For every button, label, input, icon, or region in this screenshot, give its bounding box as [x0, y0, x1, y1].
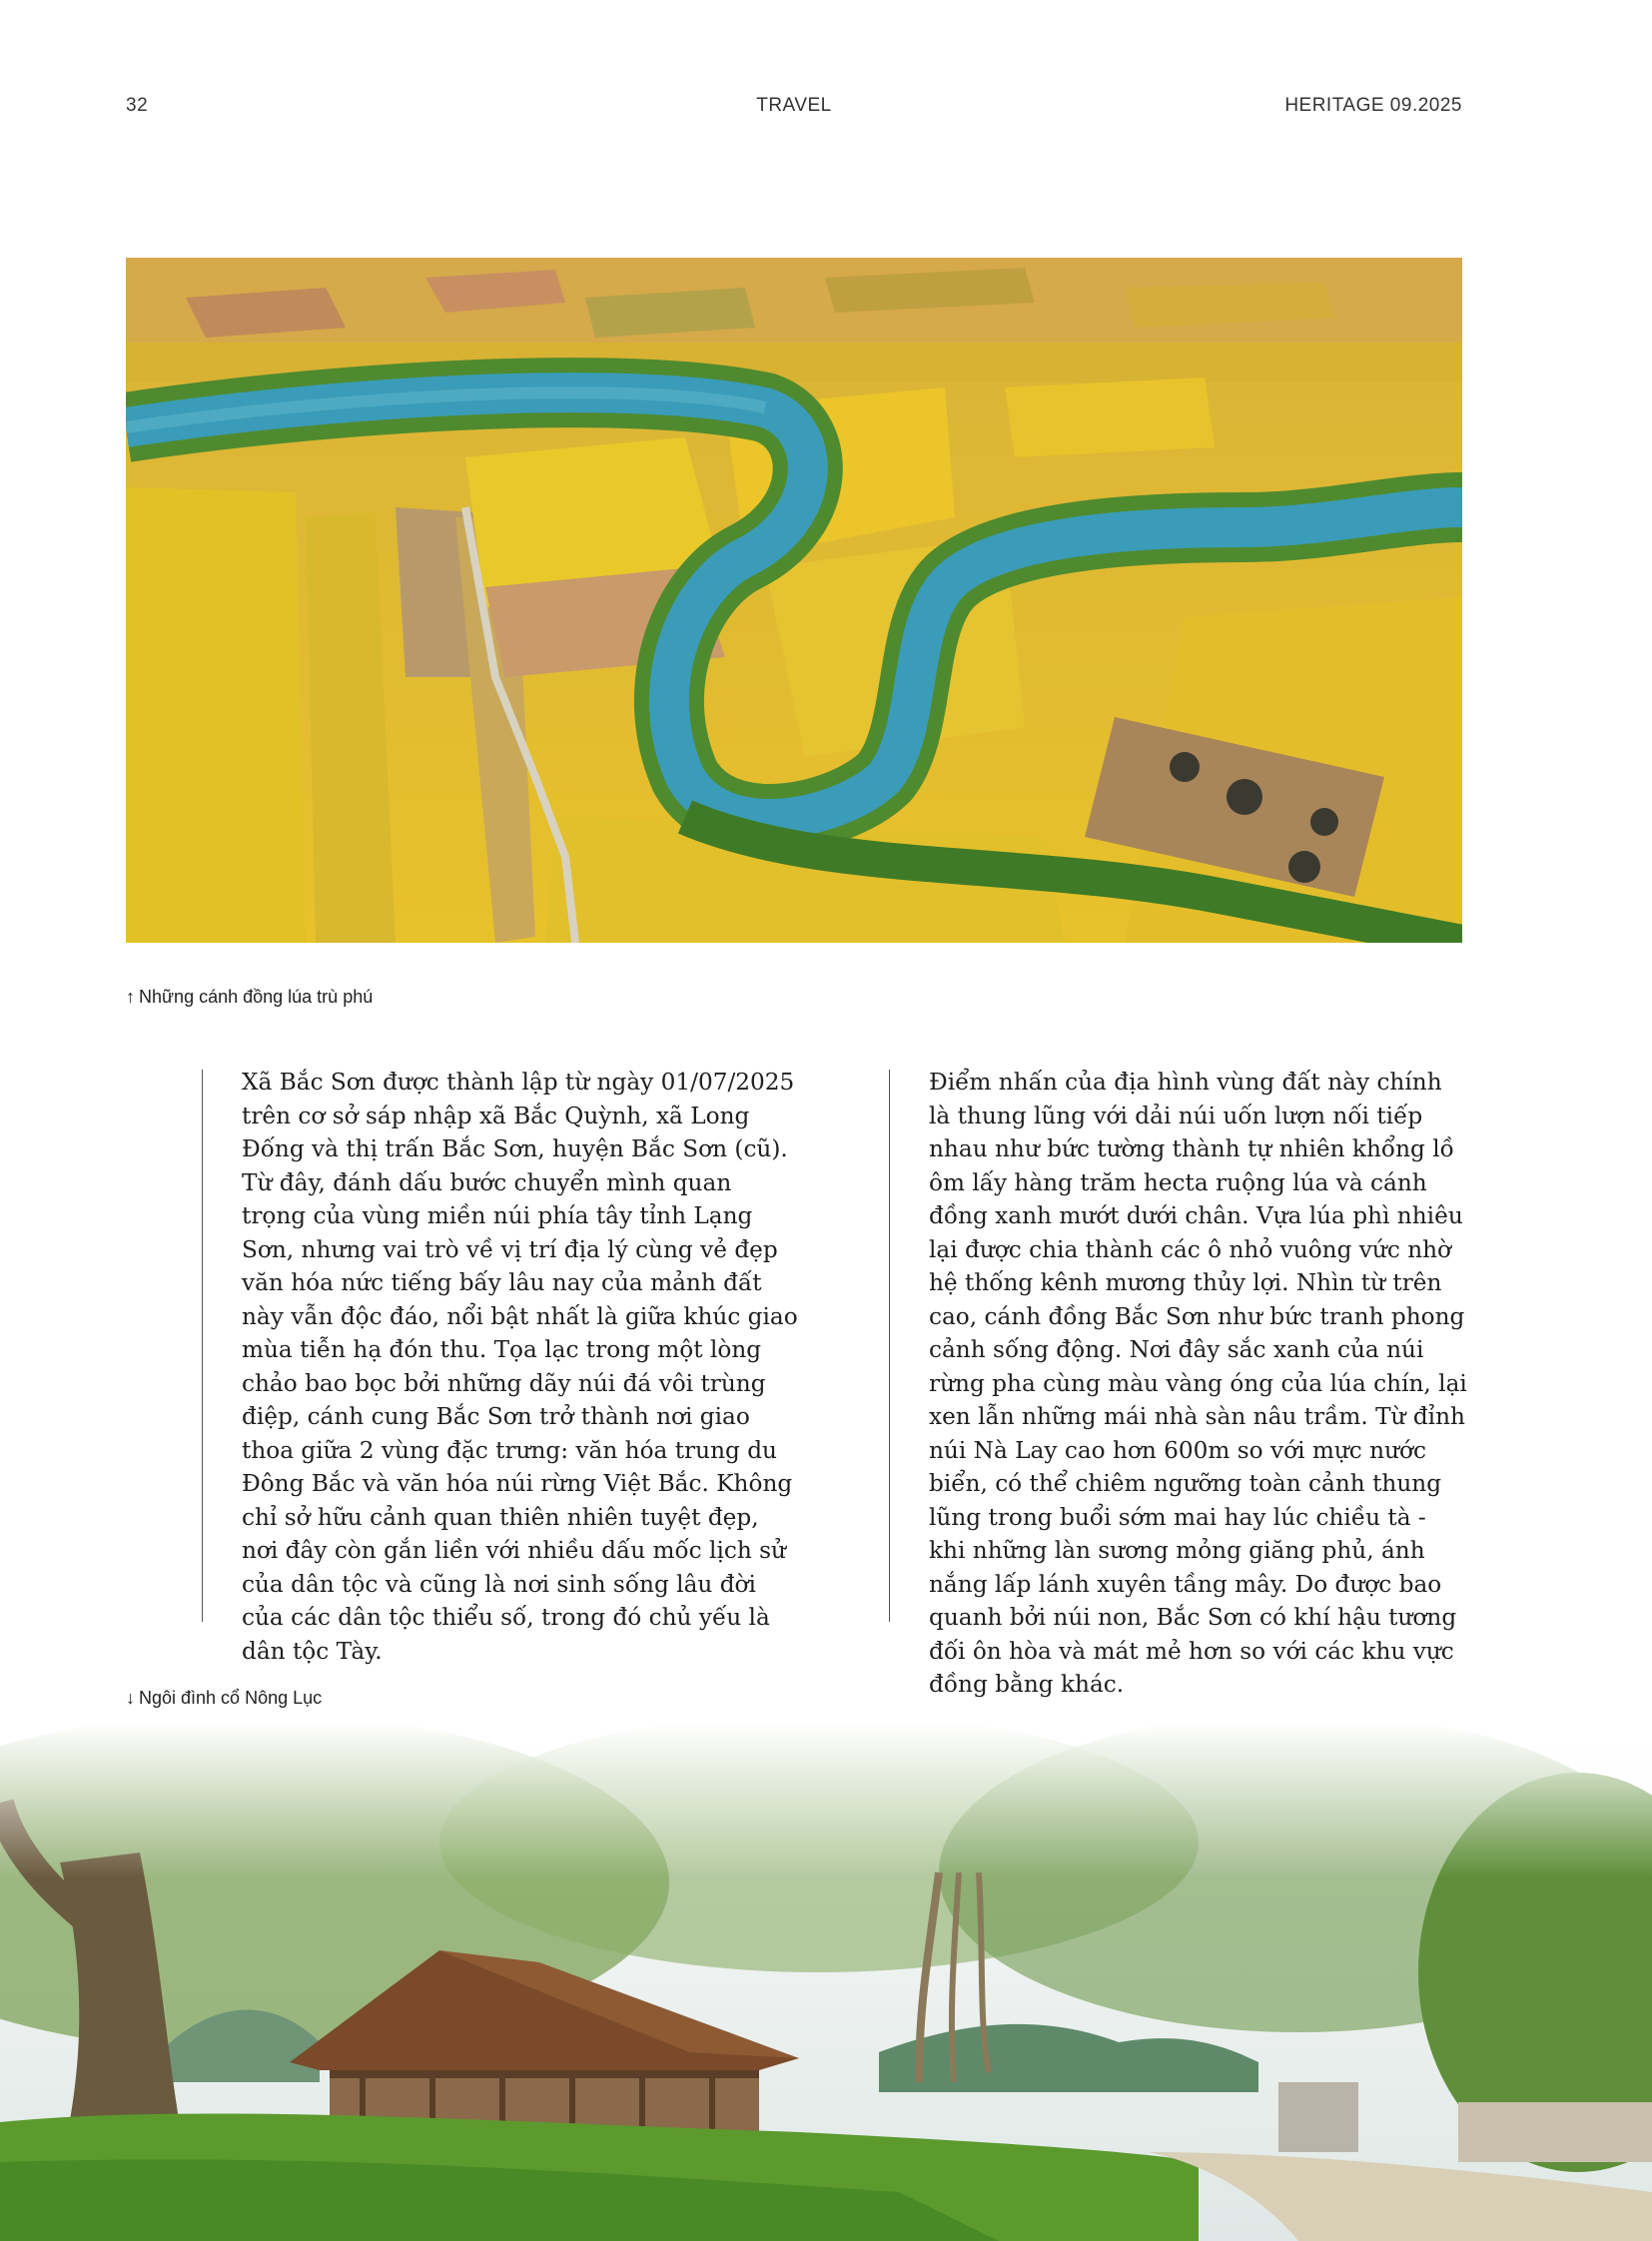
- article-column-2: Điểm nhấn của địa hình vùng đất này chính là thung lũng với dải núi uốn lượn nối tiếp nhau như bức tường thành tự nhiên khổng lồ ôm lấy hàng trăm hecta ruộng lúa và cánh đồng xanh mướt dưới chân. Vựa lúa phì nhiêu lại được chia thành các ô nhỏ vuông vức nhờ hệ thống kênh mương thủy lợi. Nhìn từ trên cao, cánh đồng Bắc Sơn như bức tranh phong cảnh sống động. Nơi đây sắc xanh của núi rừng pha cùng màu vàng óng của lúa chín, lại xen lẫn những mái nhà sàn nâu trầm. Từ đỉnh núi Nà Lay cao hơn 600m so với mực nước biển, có thể chiêm ngưỡng toàn cảnh thung lũng trong buổi sớm mai hay lúc chiều tà - khi những làn sương mỏng giăng phủ, ánh nắng lấp lánh xuyên tầng mây. Do được bao quanh bởi núi non, Bắc Sơn có khí hậu tương đối ôn hòa và mát mẻ hơn so với các khu vực đồng bằng khác.: [929, 1069, 1467, 1698]
- bottom-caption-text: Ngôi đình cổ Nông Lục: [139, 1688, 323, 1708]
- column-rule-left: [202, 1070, 203, 1622]
- communal-house-photo: [0, 1723, 1652, 2241]
- issue-label: HERITAGE 09.2025: [1284, 95, 1462, 116]
- page-header: [126, 95, 1462, 123]
- section-label: TRAVEL: [756, 95, 832, 116]
- top-caption-text: Những cánh đồng lúa trù phú: [139, 987, 374, 1007]
- article-column-1: Xã Bắc Sơn được thành lập từ ngày 01/07/2025 trên cơ sở sáp nhập xã Bắc Quỳnh, xã Long Đống và thị trấn Bắc Sơn, huyện Bắc Sơn (cũ). Từ đây, đánh dấu bước chuyển mình quan trọng của vùng miền núi phía tây tỉnh Lạng Sơn, nhưng vai trò về vị trí địa lý cùng vẻ đẹp văn hóa nức tiếng bấy lâu nay của mảnh đất này vẫn độc đáo, nổi bật nhất là giữa khúc giao mùa tiễn hạ đón thu. Tọa lạc trong một lòng chảo bao bọc bởi những dãy núi đá vôi trùng điệp, cánh cung Bắc Sơn trở thành nơi giao thoa giữa 2 vùng đặc trưng: văn hóa trung du Đông Bắc và văn hóa núi rừng Việt Bắc. Không chỉ sở hữu cảnh quan thiên nhiên tuyệt đẹp, nơi đây còn gắn liền với nhiều dấu mốc lịch sử của dân tộc và cũng là nơi sinh sống lâu đời của các dân tộc thiểu số, trong đó chủ yếu là dân tộc Tày.: [242, 1069, 798, 1665]
- arrow-up-icon: ↑: [126, 987, 135, 1007]
- bottom-photo-caption: [126, 1688, 322, 1709]
- top-photo-caption: [126, 987, 373, 1008]
- rice-fields-photo: [126, 258, 1462, 943]
- column-rule-right: [889, 1070, 890, 1622]
- arrow-down-icon: ↓: [126, 1688, 135, 1708]
- page-number: 32: [126, 95, 149, 116]
